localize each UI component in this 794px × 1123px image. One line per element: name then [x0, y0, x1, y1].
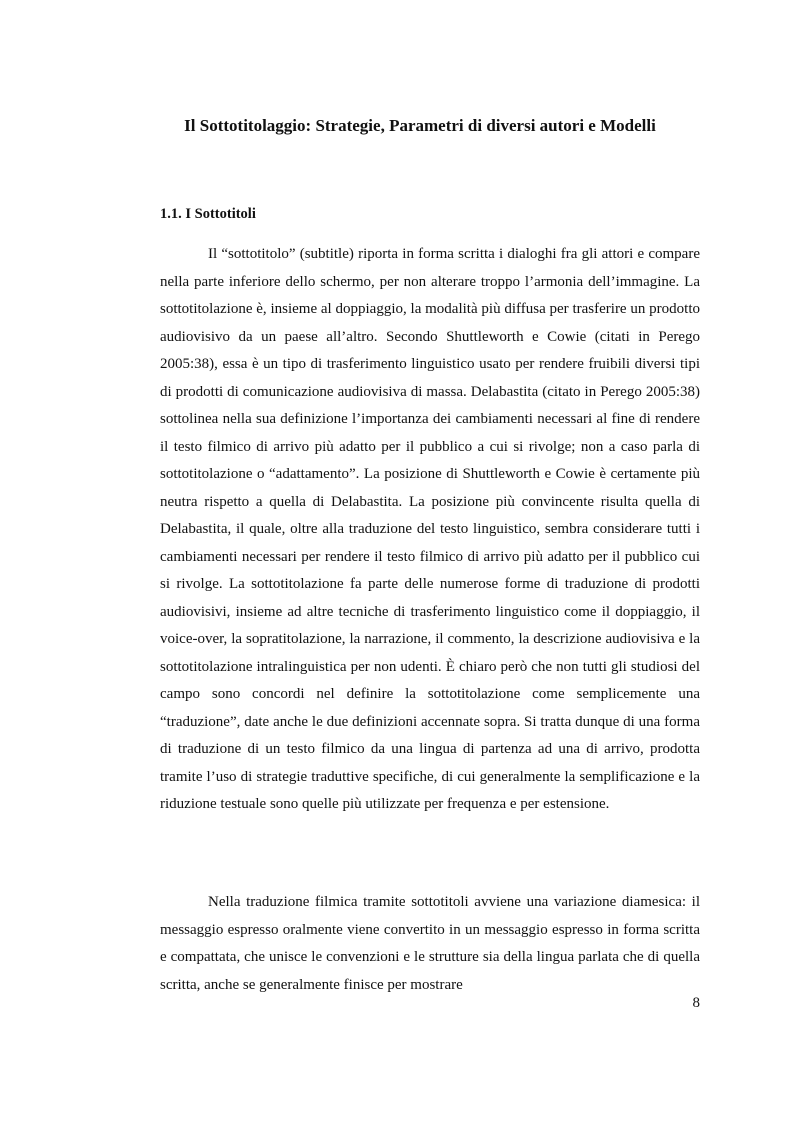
body-paragraph-2: Nella traduzione filmica tramite sottotitoli avviene una variazione diamesica: il messaggio espresso oralmente viene convertito in un messaggio espresso in forma scritta e compattata, che unisce le convenzioni e le strutture sia della lingua parlata che di quella scritta, anche se generalmente finisce per mostrare — [160, 894, 700, 993]
chapter-title: Il Sottotitolaggio: Strategie, Parametri di diversi autori e Modelli — [184, 116, 656, 135]
body-paragraph-1: Il “sottotitolo” (subtitle) riporta in forma scritta i dialoghi fra gli attori e compare nella parte inferiore dello schermo, per non alterare troppo l’armonia dell’immagine. La sottotitolazione è, insieme al doppiaggio, la modalità più diffusa per trasferire un prodotto audiovisivo da un paese all’altro. Secondo Shuttleworth e Cowie (citati in Perego 2005:38), essa è un tipo di trasferimento linguistico usato per rendere fruibili diversi tipi di prodotti di comunicazione audiovisiva di massa. Delabastita (citato in Perego 2005:38) sottolinea nella sua definizione l’importanza dei cambiamenti necessari al fine di rendere il testo filmico di arrivo più adatto per il pubblico a cui si rivolge; non a caso parla di sottotitolazione o “adattamento”. La posizione di Shuttleworth e Cowie è certamente più neutra rispetto a quella di Delabastita. La posizione più convincente risulta quella di Delabastita, il quale, oltre alla traduzione del testo linguistico, sembra considerare tutti i cambiamenti necessari per rendere il testo filmico di arrivo più adatto per il pubblico cui si rivolge. La sottotitolazione fa parte delle numerose forme di traduzione di prodotti audiovisivi, insieme ad altre tecniche di trasferimento linguistico come il doppiaggio, il voice-over, la sopratitolazione, la narrazione, il commento, la descrizione audiovisiva e la sottotitolazione intralinguistica per non udenti. È chiaro però che non tutti gli studiosi del campo sono concordi nel definire la sottotitolazione come semplicemente una “traduzione”, date anche le due definizioni accennate sopra. Si tratta dunque di una forma di traduzione di un testo filmico da una lingua di partenza ad una di arrivo, prodotta tramite l’uso di strategie traduttive specifiche, di cui generalmente la semplificazione e la riduzione testuale sono quelle più utilizzate per frequenza e per estensione. — [160, 246, 700, 812]
page-number: 8 — [692, 995, 700, 1011]
section-heading: 1.1. I Sottotitoli — [160, 206, 256, 222]
